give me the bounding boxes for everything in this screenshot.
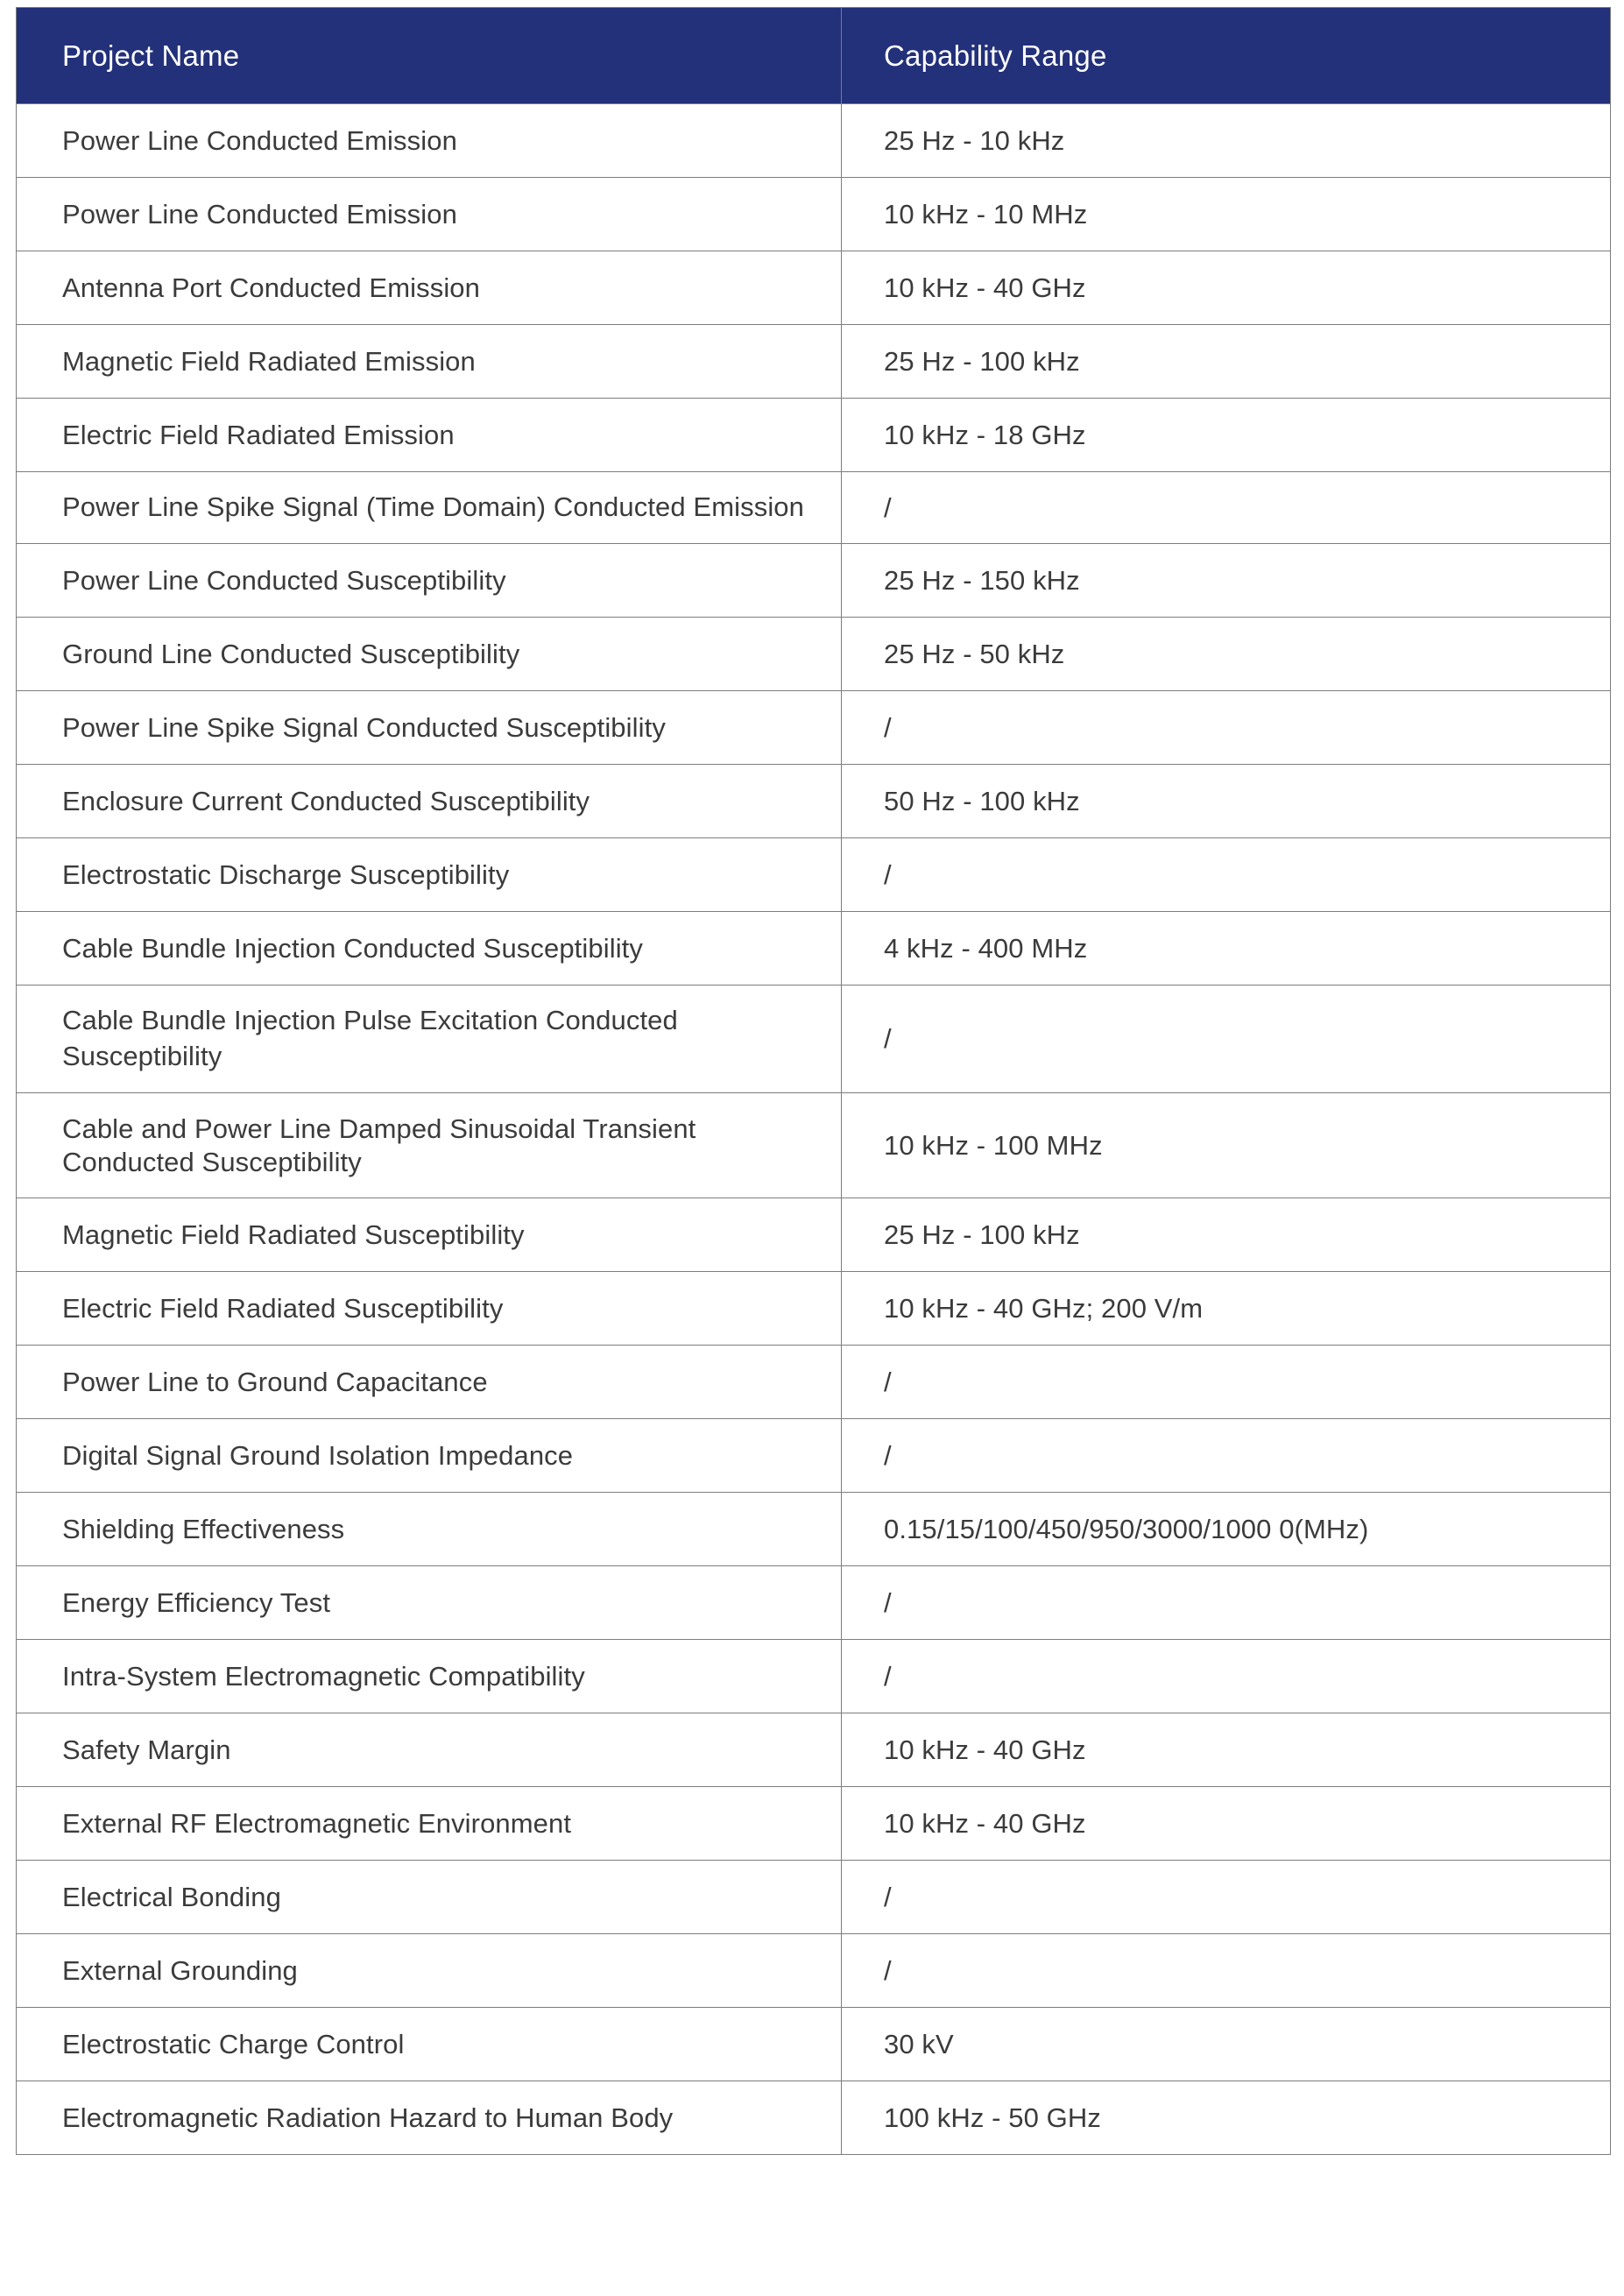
capability-range-text: 10 kHz - 18 GHz [884, 420, 1086, 450]
capability-range-text: 4 kHz - 400 MHz [884, 932, 1088, 964]
cell-project-name [17, 1566, 842, 1640]
table-row [17, 1934, 1611, 2008]
capability-range-text: 25 Hz - 100 kHz [884, 1219, 1080, 1251]
project-name-text: Power Line Spike Signal Conducted Susceptibility [62, 711, 666, 743]
capability-table-container [16, 7, 1610, 2155]
cell-project-name [17, 837, 842, 911]
capability-range-text: / [884, 1882, 892, 1913]
cell-capability-range [842, 985, 1611, 1092]
project-name-text: Electrostatic Discharge Susceptibility [62, 858, 510, 890]
table-row [17, 472, 1611, 544]
cell-project-name [17, 1934, 842, 2008]
cell-project-name [17, 1787, 842, 1861]
capability-range-text: 100 kHz - 50 GHz [884, 2102, 1101, 2134]
cell-project-name [17, 1713, 842, 1787]
capability-range-text: / [884, 711, 892, 743]
capability-range-text: / [884, 491, 892, 523]
capability-range-text: 25 Hz - 100 kHz [884, 346, 1080, 377]
table-row [17, 1493, 1611, 1566]
project-name-text: Antenna Port Conducted Emission [62, 272, 480, 303]
project-name-text: Magnetic Field Radiated Emission [62, 346, 476, 377]
table-row [17, 690, 1611, 764]
capability-range-text: 30 kV [884, 2029, 954, 2060]
project-name-text: Energy Efficiency Test [62, 1587, 331, 1619]
cell-project-name [17, 1092, 842, 1198]
cell-capability-range [842, 1861, 1611, 1934]
cell-project-name [17, 911, 842, 985]
cell-project-name [17, 764, 842, 837]
cell-project-name [17, 1493, 842, 1566]
cell-capability-range [842, 1640, 1611, 1713]
table-row [17, 2081, 1611, 2155]
capability-range-text: 10 kHz - 40 GHz; 200 V/m [884, 1293, 1204, 1325]
project-name-text: Electric Field Radiated Emission [62, 420, 455, 450]
cell-project-name [17, 1419, 842, 1493]
cell-project-name [17, 543, 842, 617]
cell-capability-range [842, 543, 1611, 617]
table-row [17, 1640, 1611, 1713]
capability-range-text: / [884, 1587, 892, 1619]
project-name-text: Power Line to Ground Capacitance [62, 1367, 488, 1398]
table-row [17, 1419, 1611, 1493]
project-name-text: Cable and Power Line Damped Sinusoidal Transient Conducted Susceptibility [62, 1113, 696, 1177]
capability-range-text: / [884, 1955, 892, 1987]
cell-capability-range [842, 472, 1611, 544]
project-name-text: Safety Margin [62, 1734, 231, 1766]
table-row [17, 764, 1611, 837]
cell-project-name [17, 1861, 842, 1934]
table-row [17, 325, 1611, 399]
project-name-text: Cable Bundle Injection Conducted Susceptibility [62, 932, 643, 964]
capability-range-text: 10 kHz - 100 MHz [884, 1130, 1103, 1162]
project-name-text: Power Line Conducted Emission [62, 125, 457, 156]
cell-project-name [17, 104, 842, 178]
project-name-text: Enclosure Current Conducted Susceptibility [62, 785, 590, 816]
cell-capability-range [842, 1566, 1611, 1640]
project-name-text: Ground Line Conducted Susceptibility [62, 638, 520, 669]
project-name-text: Cable Bundle Injection Pulse Excitation Conducted Susceptibility [62, 1004, 678, 1071]
cell-project-name [17, 399, 842, 472]
cell-project-name [17, 617, 842, 690]
table-row [17, 1713, 1611, 1787]
project-name-text: Electromagnetic Radiation Hazard to Human Body [62, 2102, 674, 2134]
table-row [17, 911, 1611, 985]
cell-capability-range [842, 690, 1611, 764]
cell-capability-range [842, 837, 1611, 911]
table-row [17, 1272, 1611, 1346]
capability-range-text: / [884, 1661, 892, 1692]
project-name-text: Power Line Spike Signal (Time Domain) Conducted Emission [62, 491, 804, 522]
table-row [17, 543, 1611, 617]
project-name-text: Magnetic Field Radiated Susceptibility [62, 1219, 525, 1251]
table-row [17, 1346, 1611, 1419]
project-name-text: External RF Electromagnetic Environment [62, 1808, 572, 1840]
cell-capability-range [842, 399, 1611, 472]
cell-capability-range [842, 251, 1611, 325]
capability-range-text: / [884, 1367, 892, 1398]
project-name-text: Power Line Conducted Emission [62, 199, 457, 230]
table-row [17, 178, 1611, 251]
cell-project-name [17, 2081, 842, 2155]
column-header-capability-range: Capability Range [842, 8, 1611, 104]
capability-range-text: / [884, 1440, 892, 1472]
cell-capability-range [842, 1346, 1611, 1419]
cell-capability-range [842, 617, 1611, 690]
table-row [17, 1092, 1611, 1198]
table-row [17, 399, 1611, 472]
capability-range-text: 10 kHz - 40 GHz [884, 1734, 1086, 1766]
table-row [17, 617, 1611, 690]
table-row [17, 2008, 1611, 2081]
cell-project-name [17, 690, 842, 764]
cell-capability-range [842, 2008, 1611, 2081]
cell-capability-range [842, 104, 1611, 178]
cell-capability-range [842, 1198, 1611, 1272]
capability-range-text: 10 kHz - 10 MHz [884, 199, 1088, 230]
project-name-text: Digital Signal Ground Isolation Impedance [62, 1440, 574, 1472]
table-row [17, 1787, 1611, 1861]
project-name-text: Electrical Bonding [62, 1882, 281, 1913]
cell-project-name [17, 1346, 842, 1419]
capability-range-text: 25 Hz - 50 kHz [884, 638, 1065, 669]
cell-capability-range [842, 1934, 1611, 2008]
table-row [17, 1861, 1611, 1934]
capability-range-text: 50 Hz - 100 kHz [884, 785, 1080, 816]
cell-capability-range [842, 178, 1611, 251]
table-header-row [17, 8, 1611, 104]
cell-capability-range [842, 325, 1611, 399]
cell-capability-range [842, 1272, 1611, 1346]
capability-range-text: / [884, 858, 892, 890]
table-row [17, 1198, 1611, 1272]
table-header [17, 8, 1611, 104]
cell-project-name [17, 1272, 842, 1346]
cell-project-name [17, 251, 842, 325]
project-name-text: Power Line Conducted Susceptibility [62, 564, 506, 596]
capability-range-text: 25 Hz - 10 kHz [884, 125, 1065, 156]
project-name-text: Shielding Effectiveness [62, 1514, 345, 1545]
cell-capability-range [842, 1419, 1611, 1493]
cell-capability-range [842, 2081, 1611, 2155]
cell-project-name [17, 178, 842, 251]
project-name-text: Electrostatic Charge Control [62, 2029, 405, 2060]
project-name-text: Electric Field Radiated Susceptibility [62, 1293, 504, 1325]
project-name-text: Intra-System Electromagnetic Compatibility [62, 1661, 585, 1692]
table-row [17, 251, 1611, 325]
cell-capability-range [842, 1787, 1611, 1861]
cell-project-name [17, 325, 842, 399]
capability-table [16, 7, 1611, 2155]
cell-capability-range [842, 764, 1611, 837]
cell-project-name [17, 1640, 842, 1713]
cell-capability-range [842, 911, 1611, 985]
table-body [17, 104, 1611, 2155]
capability-range-text: 25 Hz - 150 kHz [884, 564, 1080, 596]
capability-range-text: 10 kHz - 40 GHz [884, 272, 1086, 303]
cell-capability-range [842, 1092, 1611, 1198]
table-row [17, 1566, 1611, 1640]
cell-project-name [17, 1198, 842, 1272]
table-row [17, 837, 1611, 911]
column-header-project-name: Project Name [17, 8, 842, 104]
cell-capability-range [842, 1493, 1611, 1566]
cell-project-name [17, 985, 842, 1092]
capability-range-text: 10 kHz - 40 GHz [884, 1808, 1086, 1840]
cell-project-name [17, 472, 842, 544]
cell-project-name [17, 2008, 842, 2081]
cell-capability-range [842, 1713, 1611, 1787]
capability-range-text: / [884, 1023, 892, 1055]
capability-range-text: 0.15/15/100/450/950/3000/1000 0(MHz) [884, 1514, 1369, 1545]
table-row [17, 104, 1611, 178]
table-row [17, 985, 1611, 1092]
project-name-text: External Grounding [62, 1955, 298, 1987]
